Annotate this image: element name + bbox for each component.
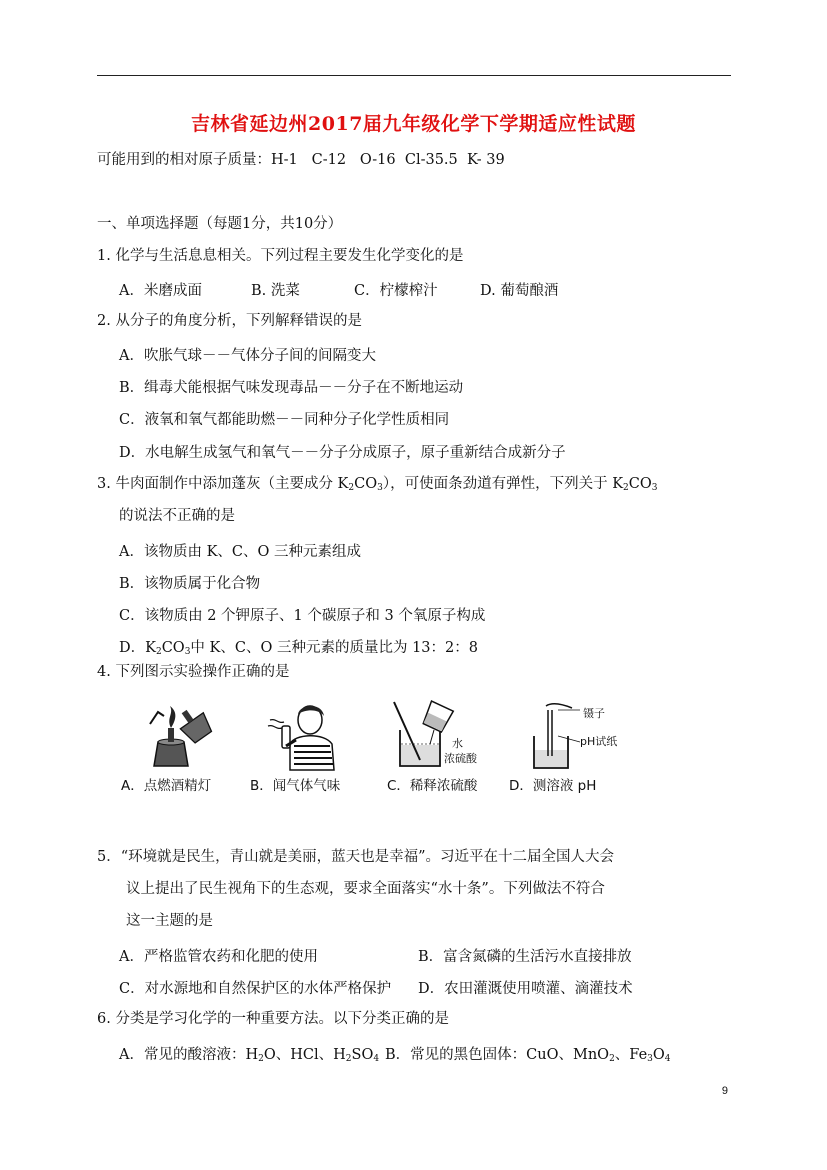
page-number: 9 [721,1085,728,1097]
label-water: 水 [452,737,463,750]
question-4-stem: 4. 下列图示实验操作正确的是 [97,664,290,680]
label-concentrated-acid: 浓硫酸 [444,752,477,765]
figure-caption-c: C．稀释浓硫酸 [387,778,478,794]
figure-caption-b: B．闻气体气味 [250,778,341,794]
question-2-stem: 2. 从分子的角度分析，下列解释错误的是 [97,313,362,329]
question-5-option-d: D．农田灌溉使用喷灌、滴灌技术 [418,981,633,997]
question-1-option-a: A．米磨成面 [119,283,202,299]
figure-caption-a: A．点燃酒精灯 [121,778,212,794]
question-3-option-a: A．该物质由 K、C、O 三种元素组成 [119,544,362,560]
question-5-stem-line-2: 议上提出了民生视角下的生态观，要求全面落实“水十条”。下列做法不符合 [126,881,605,897]
question-1-stem: 1. 化学与生活息息相关。下列过程主要发生化学变化的是 [97,248,464,264]
question-2-option-b: B．缉毒犬能根据气味发现毒品－－分子在不断地运动 [119,380,464,396]
question-5-option-c: C．对水源地和自然保护区的水体严格保护 [119,981,392,997]
figure-caption-d: D．测溶液 pH [509,778,597,794]
label-tweezers: 镊子 [583,707,605,720]
question-5-option-a: A．严格监管农药和化肥的使用 [119,949,318,965]
question-2-option-c: C．液氧和氧气都能助燃－－同种分子化学性质相同 [119,412,450,428]
figure-ph-test [528,700,588,772]
question-3-stem: 3. 牛肉面制作中添加蓬灰（主要成分 $K_2CO_3$），可使面条劲道有弹性，下列关于 $K_2CO_3$ [97,476,658,493]
figure-alcohol-lamp [140,698,220,770]
header-rule [97,75,731,76]
question-2-option-a: A．吹胀气球－－气体分子间的间隔变大 [119,348,376,364]
atomic-mass-line: 可能用到的相对原子质量：H-1 C-12 O-16 Cl-35.5 K- 39 [97,152,505,168]
question-3-option-d: D．$K_2CO_3$中 K、C、O 三种元素的质量比为 13：2：8 [119,640,478,657]
question-3-stem-continued: 的说法不正确的是 [119,508,235,524]
question-5-stem-line-1: 5．“环境就是民生，青山就是美丽，蓝天也是幸福”。习近平在十二届全国人大会 [97,849,615,865]
question-6-stem: 6. 分类是学习化学的一种重要方法。以下分类正确的是 [97,1011,449,1027]
label-ph-paper: pH试纸 [580,735,618,748]
question-1-option-b: B. 洗菜 [251,283,300,299]
figure-smelling-gas [264,700,344,772]
question-5-option-b: B．富含氮磷的生活污水直接排放 [418,949,632,965]
question-3-option-c: C．该物质由 2 个钾原子、1 个碳原子和 3 个氧原子构成 [119,608,486,624]
page-title: 吉林省延边州2017届九年级化学下学期适应性试题 [191,113,636,135]
question-2-option-d: D．水电解生成氢气和氧气－－分子分成原子，原子重新结合成新分子 [119,445,566,461]
question-1-option-d: D. 葡萄酿酒 [480,283,559,299]
question-3-option-b: B．该物质属于化合物 [119,576,261,592]
question-6-option-b: B．常见的黑色固体：CuO、MnO$_2$、$Fe_3O_4$ [385,1047,671,1064]
question-6-option-a: A．常见的酸溶液：$H_2O$、HCl、$H_2SO_4$ [119,1047,380,1064]
question-5-stem-line-3: 这一主题的是 [126,913,213,929]
section-heading: 一、单项选择题（每题1分，共10分） [97,216,343,232]
question-1-option-c: C．柠檬榨汁 [354,283,438,299]
